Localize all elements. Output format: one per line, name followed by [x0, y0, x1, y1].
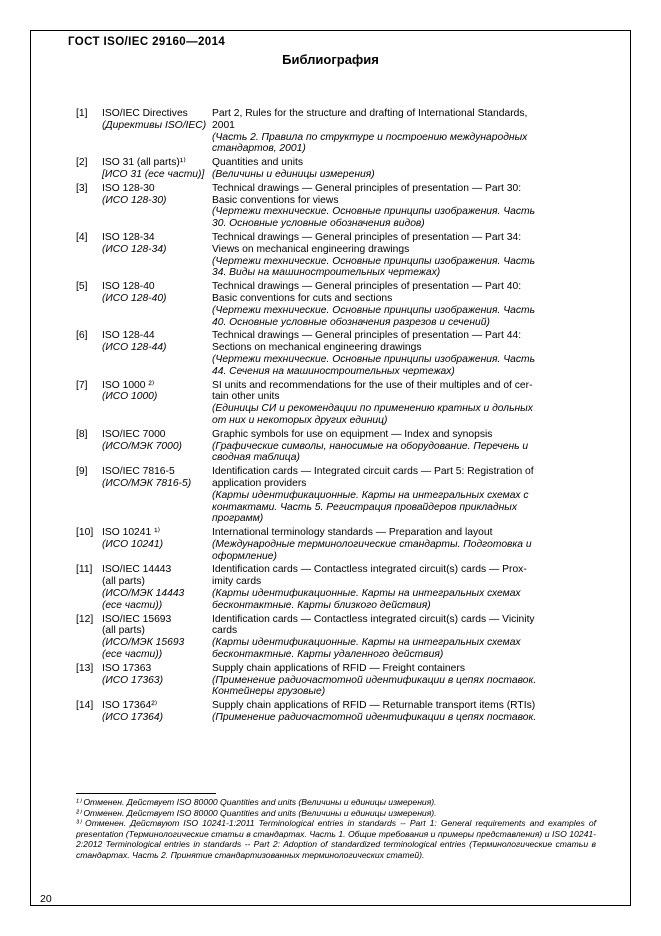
reference-number: [3] [76, 182, 88, 194]
reference-title-line: стандартов, 2001) [212, 143, 306, 155]
reference-title-line: Identification cards — Integrated circuit cards — Part 5: Registration of [212, 466, 534, 478]
reference-row [76, 183, 596, 232]
reference-standard-name [102, 183, 212, 232]
reference-title-line: cards [212, 625, 238, 637]
reference-number: [2] [76, 157, 88, 169]
reference-title [212, 527, 596, 564]
reference-title-line: (Карты идентификационные. Карты на интегральных схемах [212, 637, 521, 649]
reference-name-line: (ИСО 1000) [102, 391, 158, 403]
reference-name-line: ISO/IEC 7816-5 [102, 466, 175, 478]
reference-name-line: ISO 17363 [102, 662, 152, 674]
reference-row [76, 157, 596, 183]
footnote-separator [76, 793, 216, 794]
reference-name-line: ISO/IEC Directives [102, 108, 188, 119]
reference-row [76, 380, 596, 429]
reference-title-line: Basic conventions for views [212, 194, 339, 206]
reference-name-line: (ИСО/МЭК 15693 [102, 637, 185, 649]
reference-name-line: ISO 31 (all parts)¹⁾ [102, 157, 186, 169]
reference-title [212, 429, 596, 466]
reference-number: [12] [76, 613, 94, 625]
reference-name-line: ISO 1000 ²⁾ [102, 379, 155, 391]
reference-title-line: (Величины и единицы измерения) [212, 168, 375, 180]
reference-row [76, 330, 596, 379]
reference-title-line: (Применение радиочастотной идентификации в цепях поставок. [212, 712, 537, 724]
reference-title-line: Graphic symbols for use on equipment — Index and synopsis [212, 428, 493, 440]
reference-title-line: 34. Виды на машиностроительных чертежах) [212, 267, 441, 279]
reference-row [76, 466, 596, 527]
reference-title-line: бесконтактные. Карты близкого действия) [212, 599, 431, 611]
reference-row [76, 663, 596, 700]
reference-title-line: application providers [212, 477, 307, 489]
reference-number: [13] [76, 662, 94, 674]
reference-row [76, 614, 596, 663]
reference-standard-name [102, 466, 212, 527]
reference-title-line: Supply chain applications of RFID — Returnable transport items (RTIs) [212, 700, 536, 712]
reference-title-line: (Чертежи технические. Основные принципы изображения. Часть [212, 304, 536, 316]
reference-title-line: Supply chain applications of RFID — Freight containers [212, 662, 465, 674]
footnote-3: ³⁾ Отменен. Действуют ISO 10241-1:2011 Terminological entries in standards -- Part 1: General requirements and examples of presentation (Терминологические статьи в стандартах. Часть 1. Общие требования и примеры представления) и ISO 10241-2:2012 Terminological entries in standards -- Part 2: Adoption of standardized terminological entries (Терминологические статьи в стандартах. Часть 2. Принятие стандартизованных терминологических статей). [76, 818, 596, 860]
reference-name-line: (ИСО 128-40) [102, 292, 167, 304]
reference-title [212, 157, 596, 183]
reference-title [212, 183, 596, 232]
reference-title-line: 30. Основные условные обозначения видов) [212, 218, 425, 230]
reference-number: [14] [76, 700, 94, 712]
reference-name-line: ISO 17364²⁾ [102, 700, 158, 712]
reference-title-line: (Карты идентификационные. Карты на интегральных схемах с [212, 489, 529, 501]
reference-title [212, 380, 596, 429]
reference-title-line: imity cards [212, 576, 262, 588]
reference-standard-name [102, 564, 212, 613]
reference-row [76, 700, 596, 726]
reference-title [212, 700, 596, 726]
reference-number: [11] [76, 564, 93, 576]
reference-name-line: (Директивы ISO/IEC) [102, 119, 207, 131]
reference-title-line: International terminology standards — Preparation and layout [212, 527, 493, 539]
reference-title-line: оформление) [212, 550, 277, 562]
reference-title-line: Quantities and units [212, 157, 304, 169]
reference-title-line: 2001 [212, 119, 235, 131]
reference-title-line: (Чертежи технические. Основные принципы изображения. Часть [212, 206, 536, 218]
reference-row [76, 527, 596, 564]
reference-name-line: (есе части)) [102, 599, 163, 611]
reference-title-line: бесконтактные. Карты удаленного действия) [212, 649, 444, 661]
reference-row [76, 281, 596, 330]
reference-title-line: (Часть 2. Правила по структуре и построению международных [212, 131, 528, 143]
reference-standard-name [102, 232, 212, 281]
reference-title [212, 108, 596, 157]
reference-number: [4] [76, 231, 88, 243]
reference-name-line: (ИСО 17363) [102, 674, 164, 686]
reference-title-line: (Единицы СИ и рекомендации по применению кратных и дольных [212, 403, 533, 415]
reference-title-line: контактами. Часть 5. Регистрация провайдеров прикладных [212, 501, 517, 513]
reference-standard-name [102, 429, 212, 466]
reference-title-line: Identification cards — Contactless integrated circuit(s) cards — Vicinity [212, 613, 535, 625]
footnotes-block [76, 793, 596, 861]
reference-name-line: ISO 128-30 [102, 182, 155, 194]
reference-title [212, 663, 596, 700]
reference-name-line: ISO/IEC 7000 [102, 428, 166, 440]
reference-title [212, 466, 596, 527]
reference-title [212, 614, 596, 663]
reference-name-line: ISO 128-34 [102, 231, 155, 243]
page-title: Библиография [282, 52, 379, 67]
reference-title-line: программ) [212, 513, 264, 525]
reference-row [76, 564, 596, 613]
reference-row [76, 108, 596, 157]
reference-title [212, 232, 596, 281]
reference-name-line: (ИСО 128-34) [102, 243, 167, 255]
reference-name-line: (ИСО 17364) [102, 712, 164, 724]
reference-number: [5] [76, 281, 88, 293]
reference-title-line: Контейнеры грузовые) [212, 686, 326, 698]
reference-name-line: ISO 10241 ¹⁾ [102, 527, 161, 539]
footnote-2: ²⁾ Отменен. Действует ISO 80000 Quantities and units (Величины и единицы измерения). [76, 807, 437, 818]
reference-title-line: Identification cards — Contactless integrated circuit(s) cards — Prox- [212, 564, 527, 576]
reference-title-line: (Чертежи технические. Основные принципы изображения. Часть [212, 255, 536, 267]
reference-title-line: 44. Сечения на машиностроительных чертежах) [212, 365, 455, 377]
reference-number: [6] [76, 330, 88, 342]
reference-number: [9] [76, 466, 88, 478]
reference-title-line: сводная таблица) [212, 452, 300, 464]
reference-title [212, 330, 596, 379]
reference-title-line: Technical drawings — General principles of presentation — Part 40: [212, 281, 522, 293]
bibliography-list [76, 108, 596, 726]
reference-title-line: (Графические символы, наносимые на оборудование. Перечень и [212, 440, 529, 452]
reference-number: [1] [76, 108, 88, 119]
reference-name-line: (ИСО/МЭК 7816-5) [102, 477, 192, 489]
reference-number: [7] [76, 379, 88, 391]
reference-standard-name [102, 527, 212, 564]
reference-title-line: (Карты идентификационные. Карты на интегральных схемах [212, 588, 521, 600]
reference-title-line: tain other units [212, 391, 280, 403]
reference-name-line: [ИСО 31 (есе части)] [102, 168, 205, 180]
document-header: ГОСТ ISO/IEC 29160—2014 [68, 36, 226, 48]
reference-title-line: 40. Основные условные обозначения разрезов и сечений) [212, 316, 490, 328]
reference-standard-name [102, 614, 212, 663]
reference-title-line: Sections on mechanical engineering drawings [212, 342, 422, 354]
reference-name-line: (all parts) [102, 625, 145, 637]
reference-title-line: (Применение радиочастотной идентификации в цепях поставок. [212, 674, 537, 686]
reference-name-line: (ИСО/МЭК 7000) [102, 440, 182, 452]
reference-standard-name [102, 108, 212, 157]
reference-title-line: Technical drawings — General principles of presentation — Part 44: [212, 330, 522, 342]
reference-title-line: Basic conventions for cuts and sections [212, 292, 393, 304]
footnote-1: ¹⁾ Отменен. Действует ISO 80000 Quantities and units (Величины и единицы измерения). [76, 797, 437, 807]
reference-name-line: (ИСО 128-30) [102, 194, 167, 206]
reference-title-line: Views on mechanical engineering drawings [212, 243, 410, 255]
reference-title-line: (Чертежи технические. Основные принципы изображения. Часть [212, 353, 536, 365]
references-table [76, 108, 596, 726]
reference-standard-name [102, 330, 212, 379]
reference-name-line: (есе части)) [102, 649, 163, 661]
reference-standard-name [102, 157, 212, 183]
reference-name-line: (ИСО 10241) [102, 538, 164, 550]
reference-title-line: SI units and recommendations for the use of their multiples and of cer- [212, 379, 533, 391]
reference-standard-name [102, 700, 212, 726]
reference-number: [8] [76, 428, 88, 440]
reference-title-line: от них и некоторых других единиц) [212, 414, 388, 426]
reference-title [212, 281, 596, 330]
reference-name-line: (ИСО/МЭК 14443 [102, 588, 185, 600]
reference-name-line: ISO 128-44 [102, 330, 155, 342]
reference-number: [10] [76, 527, 94, 539]
reference-standard-name [102, 663, 212, 700]
reference-title-line: Technical drawings — General principles of presentation — Part 34: [212, 231, 522, 243]
reference-standard-name [102, 281, 212, 330]
reference-name-line: ISO/IEC 14443 [102, 564, 172, 576]
reference-row [76, 232, 596, 281]
reference-row [76, 429, 596, 466]
reference-title [212, 564, 596, 613]
reference-title-line: Part 2, Rules for the structure and drafting of International Standards, [212, 108, 528, 119]
reference-name-line: ISO/IEC 15693 [102, 613, 172, 625]
page-number: 20 [40, 893, 52, 905]
reference-name-line: (ИСО 128-44) [102, 342, 167, 354]
reference-name-line: ISO 128-40 [102, 281, 155, 293]
reference-standard-name [102, 380, 212, 429]
reference-name-line: (all parts) [102, 576, 145, 588]
reference-title-line: Technical drawings — General principles of presentation — Part 30: [212, 182, 522, 194]
reference-title-line: (Международные терминологические стандарты. Подготовка и [212, 538, 532, 550]
